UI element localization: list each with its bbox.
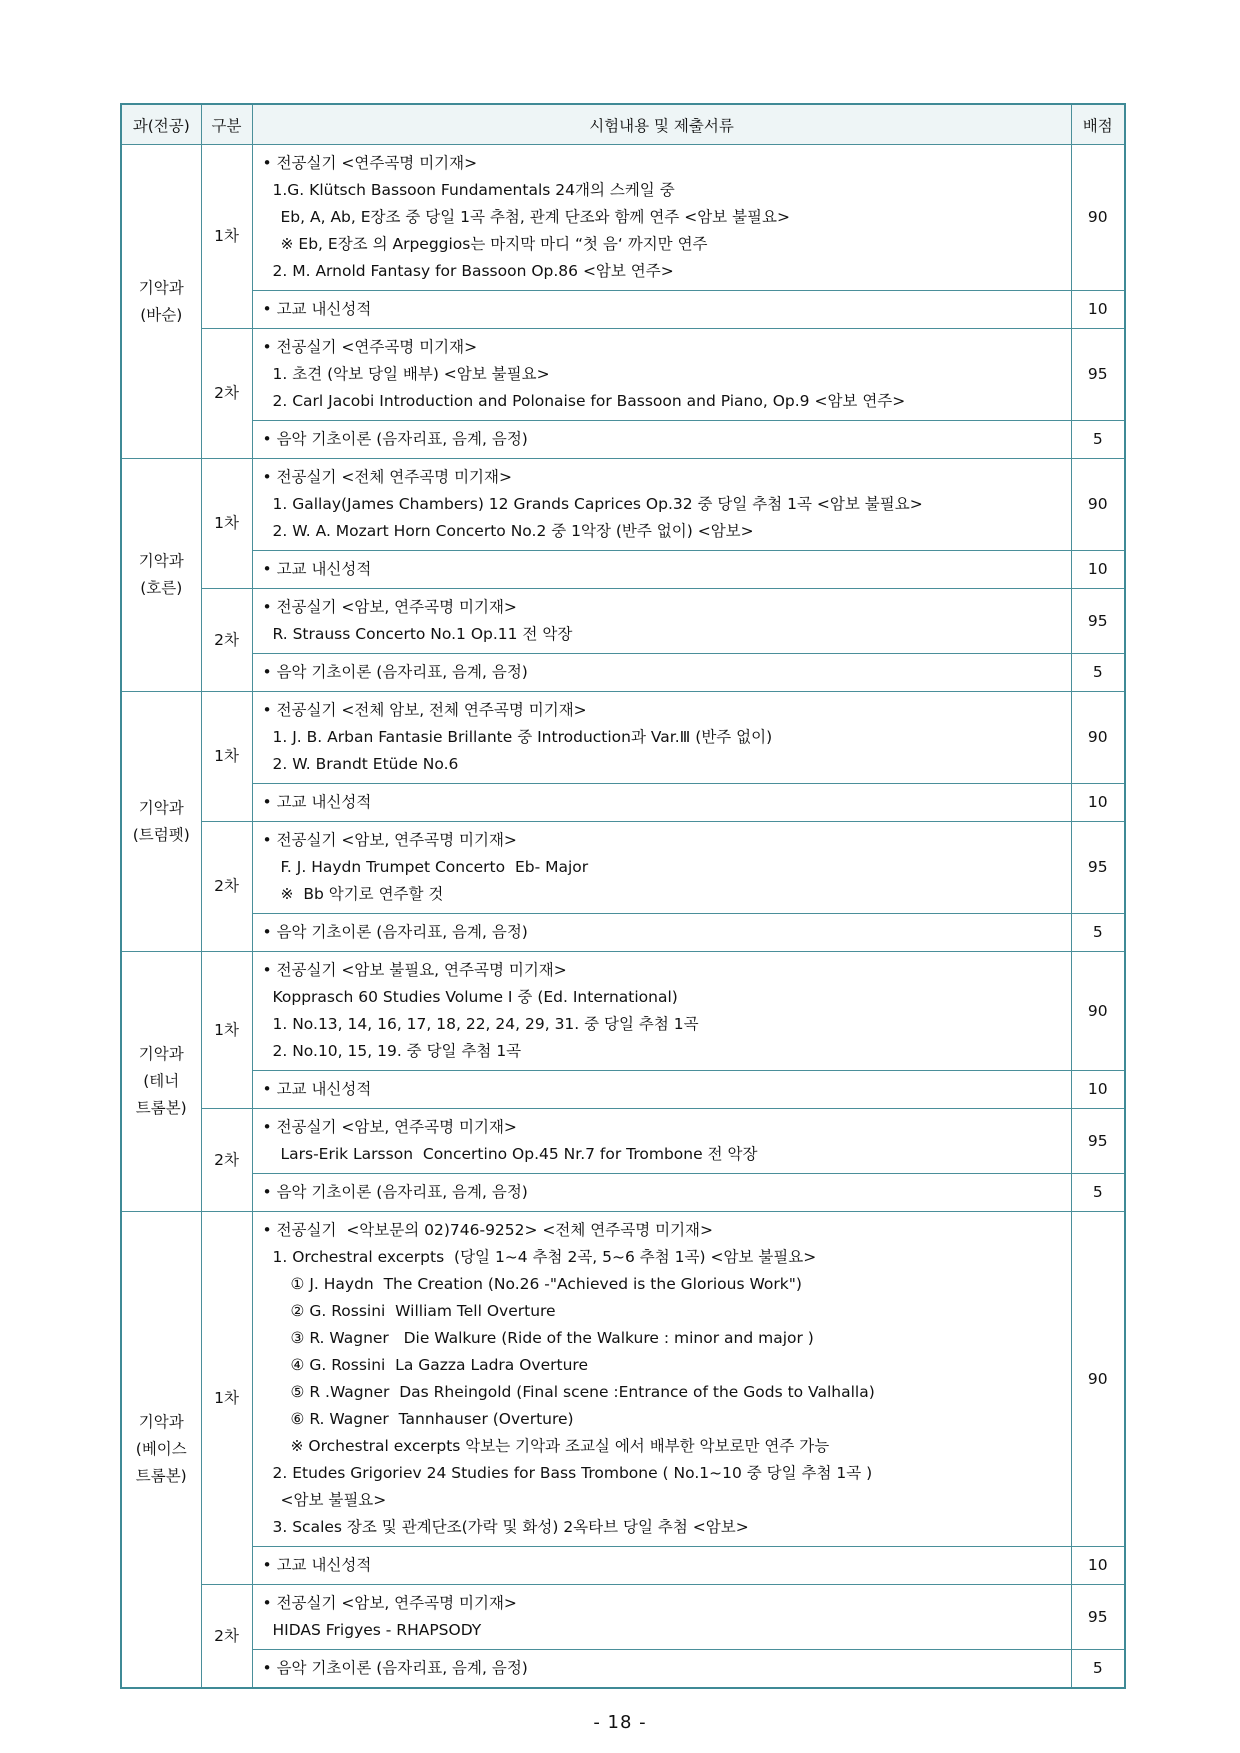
content-line: 1.G. Klütsch Bassoon Fundamentals 24개의 스케일 중 — [272, 181, 675, 199]
table-row — [121, 914, 1125, 952]
score-cell: 90 — [1071, 459, 1125, 551]
content-line: ⑥ R. Wagner Tannhauser (Overture) — [290, 1410, 574, 1428]
dept-cell — [121, 692, 201, 952]
content-line: • 고교 내신성적 — [262, 1080, 372, 1098]
content-line: Lars-Erik Larsson Concertino Op.45 Nr.7 for Trombone 전 악장 — [280, 1145, 758, 1163]
table-row — [121, 421, 1125, 459]
table-row — [121, 589, 1125, 654]
round-cell: 1차 — [201, 1212, 252, 1585]
content-cell — [252, 1650, 1071, 1689]
content-line: Kopprasch 60 Studies Volume I 중 (Ed. International) — [272, 988, 678, 1006]
score-cell: 95 — [1071, 329, 1125, 421]
round-cell: 2차 — [201, 1585, 252, 1689]
header-content: 시험내용 및 제출서류 — [252, 104, 1071, 145]
content-cell — [252, 784, 1071, 822]
dept-label: 기악과 — [138, 552, 184, 570]
score-cell: 10 — [1071, 551, 1125, 589]
content-cell — [252, 1547, 1071, 1585]
content-line: • 전공실기 <연주곡명 미기재> — [262, 154, 478, 172]
score-cell: 5 — [1071, 654, 1125, 692]
score-cell: 10 — [1071, 784, 1125, 822]
content-line: • 전공실기 <암보 불필요, 연주곡명 미기재> — [262, 961, 567, 979]
content-line: • 음악 기초이론 (음자리표, 음계, 음정) — [262, 1183, 528, 1201]
score-cell: 95 — [1071, 822, 1125, 914]
score-cell: 5 — [1071, 1650, 1125, 1689]
table-row — [121, 952, 1125, 1071]
dept-label: 트롬본) — [135, 1099, 187, 1117]
content-line: • 음악 기초이론 (음자리표, 음계, 음정) — [262, 663, 528, 681]
score-cell: 5 — [1071, 421, 1125, 459]
content-cell — [252, 952, 1071, 1071]
content-line: • 전공실기 <전체 암보, 전체 연주곡명 미기재> — [262, 701, 587, 719]
table-row — [121, 1650, 1125, 1689]
content-line: 2. Carl Jacobi Introduction and Polonaise for Bassoon and Piano, Op.9 <암보 연주> — [272, 392, 906, 410]
dept-label: 기악과 — [138, 1045, 184, 1063]
content-line: 1. J. B. Arban Fantasie Brillante 중 Introduction과 Var.Ⅲ (반주 없이) — [272, 728, 773, 746]
table-row — [121, 822, 1125, 914]
score-cell: 10 — [1071, 291, 1125, 329]
table-row — [121, 692, 1125, 784]
round-cell: 1차 — [201, 952, 252, 1109]
content-line: • 고교 내신성적 — [262, 560, 372, 578]
content-line: • 전공실기 <악보문의 02)746-9252> <전체 연주곡명 미기재> — [262, 1221, 714, 1239]
table-row — [121, 784, 1125, 822]
score-cell: 90 — [1071, 952, 1125, 1071]
round-cell: 1차 — [201, 145, 252, 329]
content-cell — [252, 421, 1071, 459]
content-line: ⑤ R .Wagner Das Rheingold (Final scene :Entrance of the Gods to Valhalla) — [290, 1383, 875, 1401]
score-cell: 90 — [1071, 145, 1125, 291]
table-row — [121, 551, 1125, 589]
content-cell — [252, 654, 1071, 692]
score-cell: 90 — [1071, 1212, 1125, 1547]
round-cell: 2차 — [201, 822, 252, 952]
content-line: ※ Orchestral excerpts 악보는 기악과 조교실 에서 배부한 악보로만 연주 가능 — [290, 1437, 830, 1455]
table-row — [121, 1109, 1125, 1174]
content-line: 1. 초견 (악보 당일 배부) <암보 불필요> — [272, 365, 550, 383]
score-cell: 5 — [1071, 914, 1125, 952]
content-cell — [252, 329, 1071, 421]
content-cell — [252, 1071, 1071, 1109]
content-line: ① J. Haydn The Creation (No.26 -"Achieved is the Glorious Work") — [290, 1275, 802, 1293]
table-row — [121, 459, 1125, 551]
table-row — [121, 145, 1125, 291]
table-row — [121, 1547, 1125, 1585]
content-cell — [252, 459, 1071, 551]
content-line: • 전공실기 <암보, 연주곡명 미기재> — [262, 598, 517, 616]
round-cell: 2차 — [201, 589, 252, 692]
content-line: ※ Bb 악기로 연주할 것 — [280, 885, 444, 903]
content-cell — [252, 692, 1071, 784]
content-line: F. J. Haydn Trumpet Concerto Eb- Major — [280, 858, 589, 876]
content-line: 1. No.13, 14, 16, 17, 18, 22, 24, 29, 31. 중 당일 추첨 1곡 — [272, 1015, 699, 1033]
content-line: • 전공실기 <암보, 연주곡명 미기재> — [262, 1594, 517, 1612]
content-cell — [252, 551, 1071, 589]
score-cell: 10 — [1071, 1547, 1125, 1585]
content-cell — [252, 822, 1071, 914]
table-row — [121, 1174, 1125, 1212]
table-row — [121, 329, 1125, 421]
table-row — [121, 654, 1125, 692]
content-line: • 전공실기 <암보, 연주곡명 미기재> — [262, 1118, 517, 1136]
dept-label: (호른) — [140, 579, 183, 597]
dept-label: (트럼펫) — [132, 825, 190, 844]
content-cell — [252, 1585, 1071, 1650]
content-line: • 음악 기초이론 (음자리표, 음계, 음정) — [262, 430, 528, 448]
score-cell: 95 — [1071, 1585, 1125, 1650]
dept-label: 기악과 — [138, 278, 184, 297]
dept-label: 기악과 — [138, 1413, 184, 1431]
header-score: 배점 — [1071, 104, 1125, 145]
table-body — [121, 145, 1125, 1689]
score-cell: 95 — [1071, 589, 1125, 654]
content-cell — [252, 1212, 1071, 1547]
content-line: • 전공실기 <전체 연주곡명 미기재> — [262, 468, 512, 486]
content-line: 2. No.10, 15, 19. 중 당일 추첨 1곡 — [272, 1042, 522, 1060]
content-line: • 음악 기초이론 (음자리표, 음계, 음정) — [262, 923, 528, 941]
content-line: 2. W. A. Mozart Horn Concerto No.2 중 1악장 (반주 없이) <암보> — [272, 522, 754, 540]
content-line: 2. M. Arnold Fantasy for Bassoon Op.86 <암보 연주> — [272, 262, 674, 280]
content-cell — [252, 1109, 1071, 1174]
table-row — [121, 291, 1125, 329]
content-line: • 고교 내신성적 — [262, 793, 372, 811]
score-cell: 90 — [1071, 692, 1125, 784]
content-line: ※ Eb, E장조 의 Arpeggios는 마지막 마디 “첫 음‘ 까지만 연주 — [280, 235, 708, 253]
round-cell: 1차 — [201, 692, 252, 822]
dept-label: 기악과 — [138, 798, 184, 817]
content-cell — [252, 1174, 1071, 1212]
table-row — [121, 1212, 1125, 1547]
content-cell — [252, 291, 1071, 329]
content-cell — [252, 145, 1071, 291]
content-line: ④ G. Rossini La Gazza Ladra Overture — [290, 1356, 588, 1374]
table-header-row — [121, 104, 1125, 145]
content-line: ② G. Rossini William Tell Overture — [290, 1302, 556, 1320]
content-line: 1. Orchestral excerpts (당일 1~4 추첨 2곡, 5~6 추첨 1곡) <암보 불필요> — [272, 1248, 817, 1266]
content-line: ③ R. Wagner Die Walkure (Ride of the Walkure : minor and major ) — [290, 1329, 814, 1347]
dept-label: (바순) — [140, 305, 183, 324]
dept-label: 트롬본) — [135, 1467, 187, 1485]
dept-cell — [121, 459, 201, 692]
dept-label: (테너 — [143, 1072, 180, 1090]
dept-cell — [121, 952, 201, 1212]
content-line: 2. Etudes Grigoriev 24 Studies for Bass Trombone ( No.1~10 중 당일 추첨 1곡 ) — [272, 1464, 873, 1482]
content-line: <암보 불필요> — [280, 1491, 387, 1509]
dept-label: (베이스 — [135, 1440, 187, 1458]
table-row — [121, 1585, 1125, 1650]
header-round: 구분 — [201, 104, 252, 145]
score-cell: 95 — [1071, 1109, 1125, 1174]
score-cell: 10 — [1071, 1071, 1125, 1109]
content-line: 2. W. Brandt Etüde No.6 — [272, 755, 459, 773]
page-number: - 18 - — [593, 1712, 647, 1733]
content-line: • 전공실기 <암보, 연주곡명 미기재> — [262, 831, 517, 849]
round-cell: 1차 — [201, 459, 252, 589]
content-line: 1. Gallay(James Chambers) 12 Grands Caprices Op.32 중 당일 추첨 1곡 <암보 불필요> — [272, 495, 923, 513]
content-line: • 고교 내신성적 — [262, 300, 372, 318]
content-cell — [252, 914, 1071, 952]
dept-cell — [121, 145, 201, 459]
content-line: • 전공실기 <연주곡명 미기재> — [262, 338, 478, 356]
content-line: HIDAS Frigyes - RHAPSODY — [272, 1621, 482, 1639]
content-line: Eb, A, Ab, E장조 중 당일 1곡 추첨, 관계 단조와 함께 연주 <암보 불필요> — [280, 208, 790, 226]
content-line: R. Strauss Concerto No.1 Op.11 전 악장 — [272, 625, 573, 643]
header-dept: 과(전공) — [121, 104, 201, 145]
round-cell: 2차 — [201, 1109, 252, 1212]
round-cell: 2차 — [201, 329, 252, 459]
content-line: • 음악 기초이론 (음자리표, 음계, 음정) — [262, 1659, 528, 1677]
exam-table — [120, 103, 1126, 1689]
content-line: • 고교 내신성적 — [262, 1556, 372, 1574]
content-cell — [252, 589, 1071, 654]
content-line: 3. Scales 장조 및 관계단조(가락 및 화성) 2옥타브 당일 추첨 <암보> — [272, 1518, 749, 1536]
table-row — [121, 1071, 1125, 1109]
dept-cell — [121, 1212, 201, 1689]
score-cell: 5 — [1071, 1174, 1125, 1212]
